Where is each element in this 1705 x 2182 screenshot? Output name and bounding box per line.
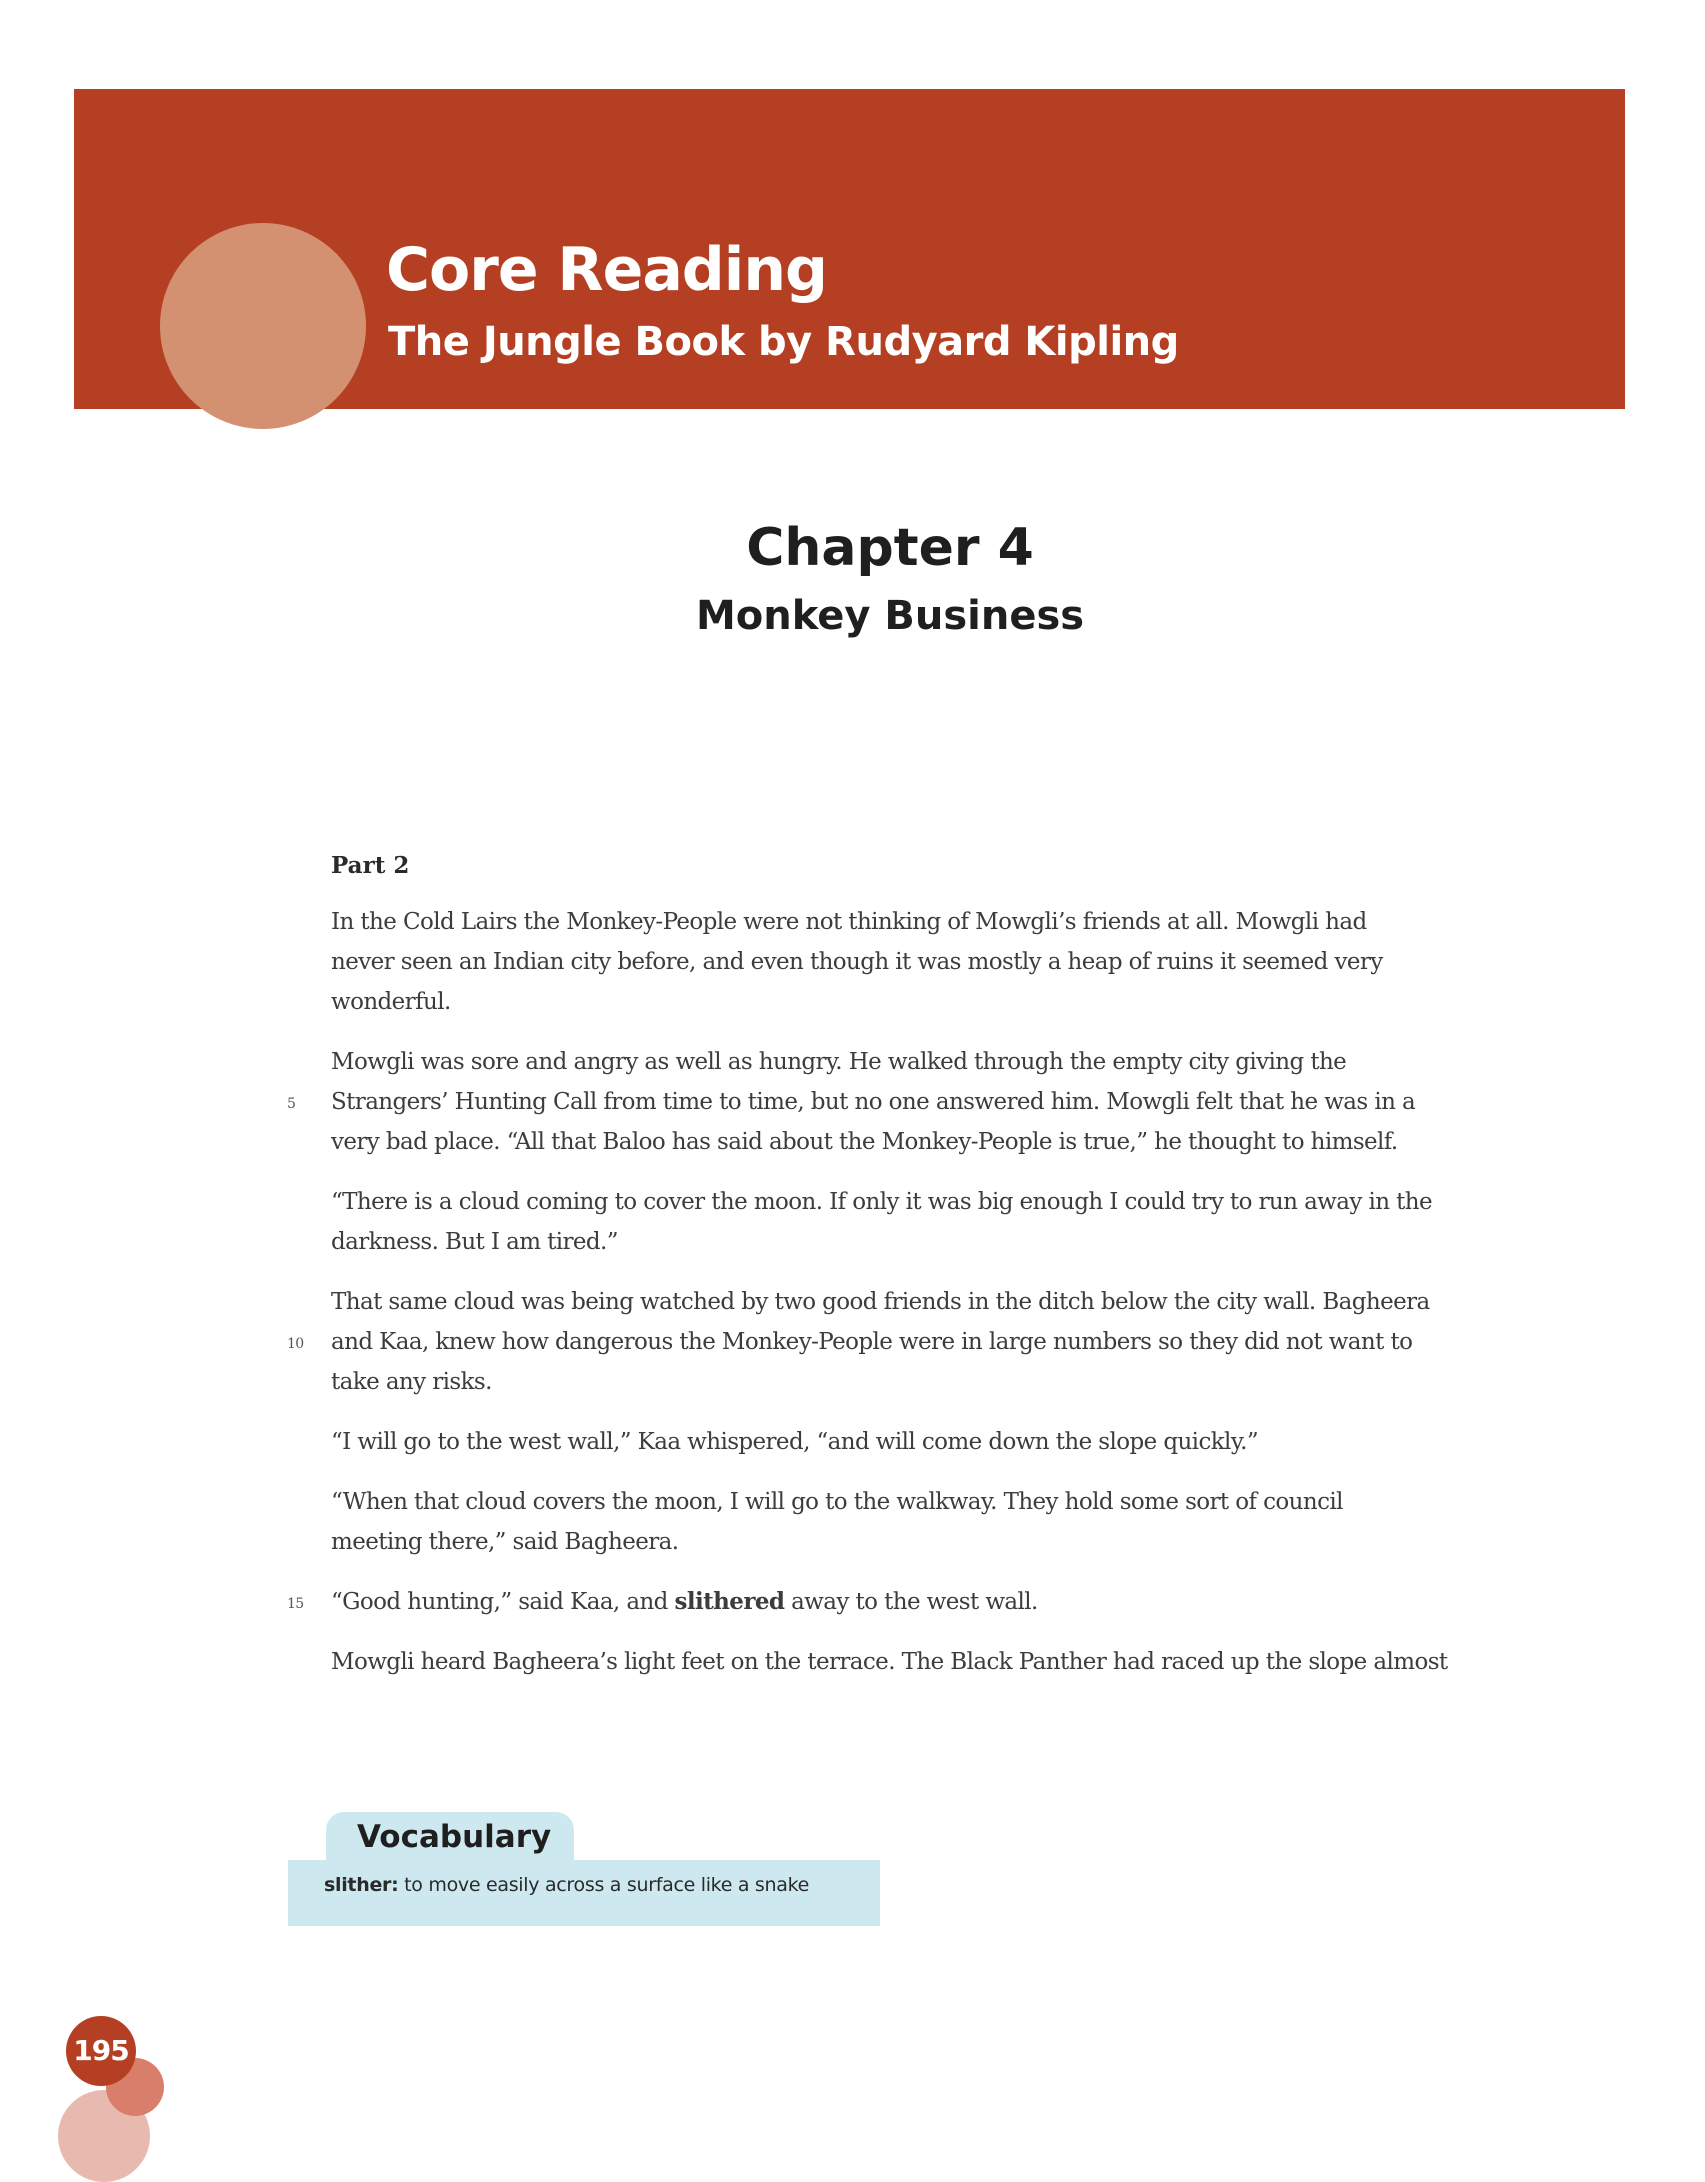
vocabulary-term: slither: bbox=[324, 1874, 399, 1896]
paragraph bbox=[331, 902, 1496, 1022]
paragraph bbox=[287, 1582, 1496, 1622]
text-line-content: away to the west wall. bbox=[784, 1589, 1038, 1615]
text-line: Mowgli was sore and angry as well as hungry. He walked through the empty city giving the bbox=[331, 1049, 1347, 1075]
paragraph bbox=[287, 1282, 1496, 1402]
paragraph bbox=[331, 1182, 1496, 1262]
chapter-subtitle: Monkey Business bbox=[695, 593, 1085, 639]
paragraph bbox=[287, 1042, 1496, 1162]
text-line: darkness. But I am tired.” bbox=[331, 1229, 618, 1255]
page-number: 195 bbox=[73, 2034, 129, 2067]
text-line-numbered bbox=[287, 1322, 1496, 1362]
text-line: “I will go to the west wall,” Kaa whispered, “and will come down the slope quickly.” bbox=[331, 1429, 1259, 1455]
part-label: Part 2 bbox=[331, 852, 410, 879]
reading-passage bbox=[287, 902, 1496, 1702]
line-number: 5 bbox=[287, 1096, 296, 1112]
paragraph bbox=[331, 1422, 1496, 1462]
header-title: Core Reading bbox=[386, 235, 827, 305]
vocabulary-definition: to move easily across a surface like a snake bbox=[398, 1874, 810, 1896]
text-line: very bad place. “All that Baloo has said about the Monkey-People is true,” he thought to himself. bbox=[331, 1129, 1398, 1155]
text-line: meeting there,” said Bagheera. bbox=[331, 1529, 679, 1555]
header-circle-decoration bbox=[160, 223, 366, 429]
text-line-numbered bbox=[287, 1082, 1496, 1122]
text-line: In the Cold Lairs the Monkey-People were not thinking of Mowgli’s friends at all. Mowgli had bbox=[331, 909, 1367, 935]
text-line: Mowgli heard Bagheera’s light feet on the terrace. The Black Panther had raced up the slope almost bbox=[331, 1649, 1448, 1675]
vocabulary-title: Vocabulary bbox=[357, 1819, 552, 1855]
line-number: 15 bbox=[287, 1596, 304, 1612]
text-line: take any risks. bbox=[331, 1369, 492, 1395]
paragraph bbox=[331, 1642, 1496, 1682]
vocabulary-entry bbox=[324, 1874, 809, 1896]
text-line-content: “Good hunting,” said Kaa, and bbox=[331, 1589, 675, 1615]
vocabulary-word-highlight: slithered bbox=[674, 1588, 785, 1615]
text-line: “When that cloud covers the moon, I will go to the walkway. They hold some sort of council bbox=[331, 1489, 1343, 1515]
text-line: wonderful. bbox=[331, 989, 451, 1015]
text-line-numbered bbox=[287, 1582, 1496, 1622]
text-line-content: and Kaa, knew how dangerous the Monkey-People were in large numbers so they did not want to bbox=[331, 1329, 1413, 1355]
text-line: “There is a cloud coming to cover the moon. If only it was big enough I could try to run away in the bbox=[331, 1189, 1433, 1215]
text-line: never seen an Indian city before, and even though it was mostly a heap of ruins it seemed very bbox=[331, 949, 1383, 975]
chapter-title: Chapter 4 bbox=[746, 518, 1034, 578]
text-line-content: Strangers’ Hunting Call from time to time, but no one answered him. Mowgli felt that he was in a bbox=[331, 1089, 1416, 1115]
line-number: 10 bbox=[287, 1336, 304, 1352]
header-subtitle: The Jungle Book by Rudyard Kipling bbox=[388, 319, 1179, 365]
paragraph bbox=[331, 1482, 1496, 1562]
text-line: That same cloud was being watched by two good friends in the ditch below the city wall. Bagheera bbox=[331, 1289, 1430, 1315]
